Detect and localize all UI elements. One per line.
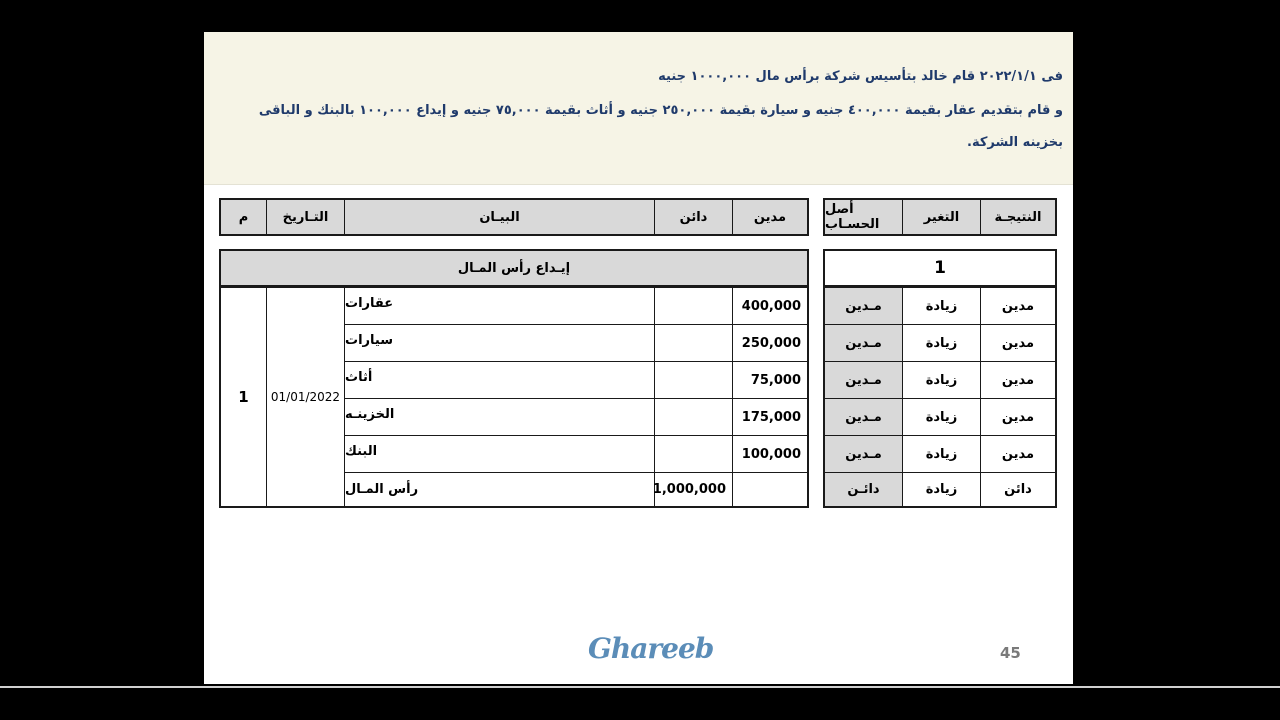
row4-nature: مـدين bbox=[825, 399, 902, 435]
row6-description: رأس المـال bbox=[345, 482, 419, 497]
header-date: التـاريخ bbox=[267, 200, 344, 234]
row3-description: أثاث bbox=[345, 370, 373, 385]
row6-nature: دائـن bbox=[825, 473, 902, 506]
row5-result: مدين bbox=[1001, 446, 1035, 462]
problem-line-1: فى ٢٠٢٢/١/١ قام خالد بتأسيس شركة برأس مال ١٠٠٠,٠٠٠ جنيه bbox=[658, 69, 1063, 84]
row6-change: زيادة bbox=[925, 482, 958, 497]
row6-credit: 1,000,000 bbox=[652, 482, 726, 497]
slide bbox=[204, 32, 1073, 684]
header-serial: م bbox=[221, 200, 266, 234]
row2-result: مدين bbox=[1001, 335, 1035, 351]
entry-title-box bbox=[219, 249, 809, 287]
row3-result: مدين bbox=[1001, 372, 1035, 388]
row1-nature: مـدين bbox=[825, 288, 902, 324]
row3-nature: مـدين bbox=[825, 362, 902, 398]
problem-statement bbox=[204, 32, 1073, 185]
analysis-header bbox=[823, 198, 1057, 236]
row2-debit: 250,000 bbox=[741, 335, 801, 351]
problem-line-2: و قام بتقديم عقار بقيمة ٤٠٠,٠٠٠ جنيه و سيارة بقيمة ٢٥٠,٠٠٠ جنيه و أثاث بقيمة ٧٥,٠٠٠ جنيه و إيداع ١٠٠,٠٠٠ بالبنك و الباقى bbox=[258, 103, 1063, 118]
row1-result: مدين bbox=[1001, 298, 1035, 314]
analysis-body bbox=[823, 286, 1057, 508]
row4-debit: 175,000 bbox=[741, 409, 801, 425]
journal-header bbox=[219, 198, 809, 236]
header-result: النتيجـة bbox=[981, 200, 1055, 234]
journal-body bbox=[219, 286, 809, 508]
row2-change: زيادة bbox=[925, 335, 958, 351]
row3-change: زيادة bbox=[925, 372, 958, 388]
entry-serial: 1 bbox=[238, 388, 249, 406]
header-credit: دائن bbox=[655, 200, 732, 234]
header-change: التغير bbox=[903, 200, 980, 234]
row5-description: البنك bbox=[345, 444, 378, 459]
page-number: 45 bbox=[1000, 644, 1021, 662]
header-description: البيـان bbox=[345, 200, 654, 234]
row1-debit: 400,000 bbox=[741, 298, 801, 314]
row1-change: زيادة bbox=[925, 298, 958, 314]
entry-number-box bbox=[823, 249, 1057, 287]
entry-date: 01/01/2022 bbox=[270, 390, 341, 404]
row6-result: دائن bbox=[1004, 482, 1032, 497]
header-debit: مدين bbox=[733, 200, 807, 234]
bottom-divider bbox=[0, 686, 1280, 688]
problem-line-3: بخزينه الشركة. bbox=[967, 135, 1063, 150]
row5-nature: مـدين bbox=[825, 436, 902, 472]
row1-description: عقارات bbox=[345, 296, 394, 311]
row4-result: مدين bbox=[1001, 409, 1035, 425]
header-nature: أصل الحسـاب bbox=[825, 200, 902, 234]
ghareeb-logo: Ghareeb bbox=[588, 632, 714, 665]
row5-debit: 100,000 bbox=[741, 446, 801, 462]
row2-description: سيارات bbox=[345, 333, 393, 348]
row4-change: زيادة bbox=[925, 409, 958, 425]
entry-number: 1 bbox=[934, 258, 946, 278]
row3-debit: 75,000 bbox=[750, 372, 801, 388]
row4-description: الخزينـه bbox=[345, 407, 395, 422]
row5-change: زيادة bbox=[925, 446, 958, 462]
entry-title: إيـداع رأس المـال bbox=[221, 251, 807, 285]
row2-nature: مـدين bbox=[825, 325, 902, 361]
